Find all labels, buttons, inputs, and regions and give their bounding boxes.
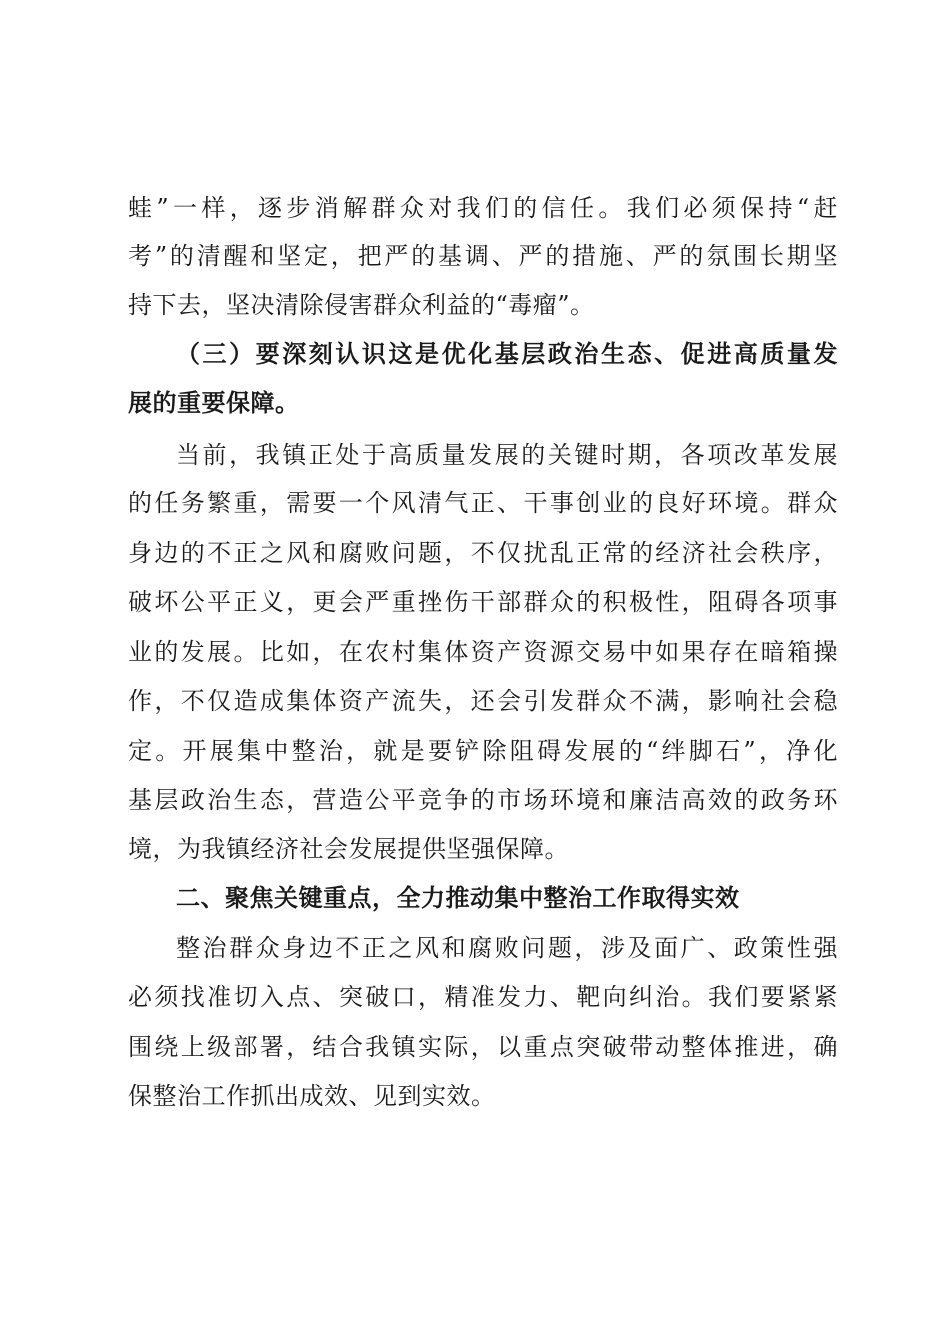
section-heading-line: 展的重要保障。	[128, 389, 300, 417]
chapter-heading: 二、聚焦关键重点，全力推动集中整治工作取得实效	[176, 884, 740, 912]
body-text-line: 业的发展。比如，在农村集体资产资源交易中如果存在暗箱操	[128, 638, 838, 666]
body-text-line: 考”的清醒和坚定，把严的基调、严的措施、严的氛围长期坚	[128, 242, 838, 270]
body-text-line: 当前，我镇正处于高质量发展的关键时期，各项改革发展	[176, 441, 838, 469]
body-text-line: 基层政治生态，营造公平竞争的市场环境和廉洁高效的政务环	[128, 786, 838, 814]
body-text-line: 保整治工作抓出成效、见到实效。	[128, 1082, 496, 1110]
body-text-line: 作，不仅造成集体资产流失，还会引发群众不满，影响社会稳	[128, 687, 838, 715]
body-text-line: 破坏公平正义，更会严重挫伤干部群众的积极性，阻碍各项事	[128, 588, 838, 616]
section-heading-line: （三）要深刻认识这是优化基层政治生态、促进高质量发	[176, 340, 838, 368]
body-text-line: 的任务繁重，需要一个风清气正、干事创业的良好环境。群众	[128, 489, 838, 517]
body-text-line: 必须找准切入点、突破口，精准发力、靶向纠治。我们要紧紧	[128, 983, 838, 1011]
body-text-line: 蛙”一样，逐步消解群众对我们的信任。我们必须保持“赶	[128, 194, 838, 222]
body-text-line: 围绕上级部署，结合我镇实际，以重点突破带动整体推进，确	[128, 1033, 838, 1061]
body-text-line: 整治群众身边不正之风和腐败问题，涉及面广、政策性强	[176, 934, 838, 962]
body-text-line: 持下去，坚决清除侵害群众利益的“毒瘤”。	[128, 291, 595, 319]
body-text-line: 身边的不正之风和腐败问题，不仅扰乱正常的经济社会秩序，	[128, 539, 838, 567]
body-text-line: 定。开展集中整治，就是要铲除阻碍发展的“绊脚石”，净化	[128, 737, 838, 765]
body-text-line: 境，为我镇经济社会发展提供坚强保障。	[128, 835, 569, 863]
